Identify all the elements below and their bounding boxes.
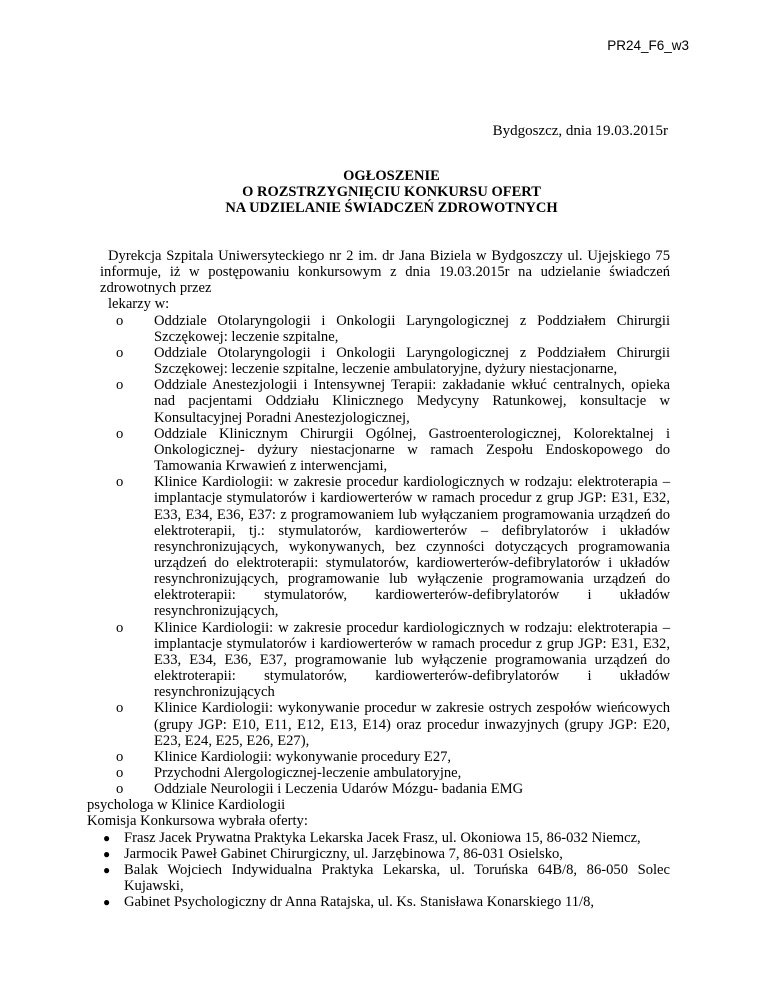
department-text: Przychodni Alergologicznej-leczenie ambulatoryjne, xyxy=(154,765,462,781)
department-text: Klinice Kardiologii: wykonywanie procedury E27, xyxy=(154,748,452,765)
list-item xyxy=(100,474,670,619)
intro-paragraph: Dyrekcja Szpitala Uniwersyteckiego nr 2 im. dr Jana Biziela w Bydgoszczy ul. Ujejskiego 75 informuje, iż w postępowaniu konkursowym z dnia 19.03.2015r na udzielanie świadczeń zdrowotnych przez xyxy=(100,248,670,297)
circle-bullet-icon: o xyxy=(116,474,124,491)
list-item xyxy=(100,846,670,862)
department-text: Oddziale Otolaryngologii i Onkologii Laryngologicznej z Poddziałem Chirurgii Szczękowej: leczenie szpitalne, leczenie ambulatoryjne, dyżury niestacjonarne, xyxy=(154,344,670,378)
department-text: Oddziale Neurologii i Leczenia Udarów Mózgu- badania EMG xyxy=(154,781,524,798)
announcement-title xyxy=(0,168,768,216)
departments-list xyxy=(100,313,670,798)
list-item xyxy=(100,781,670,797)
date-line: Bydgoszcz, dnia 19.03.2015r xyxy=(492,123,668,139)
title-line-2: O ROZSTRZYGNIĘCIU KONKURSU OFERT xyxy=(242,184,541,200)
list-item xyxy=(100,830,670,846)
list-item xyxy=(100,620,670,701)
dot-bullet-icon: ● xyxy=(103,830,111,845)
department-text: Oddziale Otolaryngologii i Onkologii Laryngologicznej z Poddziałem Chirurgii Szczękowej: leczenie szpitalne, xyxy=(154,312,670,345)
circle-bullet-icon: o xyxy=(116,781,124,798)
circle-bullet-icon: o xyxy=(116,700,124,717)
list-item xyxy=(100,426,670,474)
circle-bullet-icon: o xyxy=(116,377,124,394)
department-text: Klinice Kardiologii: w zakresie procedur kardiologicznych w rodzaju: elektroterapia – implantacje stymulatorów i kardiowerterów w ramach procedur z grup JGP: E31, E32, E33, E34, E36, E37: z programowaniem lub wyłączaniem programowania urządzeń do elektroterapii, tj.: stymulatorów, kardiowerterów – defibrylatorów i układów resynchronizujących, wykonywanych, bez czynności dotyczących programowania urządzeń do elektroterapii: stymulatorów, kardiowerterów-defibrylatorów i układów resynchronizujących, programowanie lub wyłączenie programowania urządzeń do elektroterapii: stymulatorów, kardiowerterów-defibrylatorów i układów resynchronizujących, xyxy=(154,474,670,620)
department-text: Oddziale Anestezjologii i Intensywnej Terapii: zakładanie wkłuć centralnych, opieka nad pacjentami Oddziału Klinicznego Medycyny Ratunkowej, konsultacje w Konsultacyjnej Poradni Anestezjologicznej, xyxy=(154,377,670,426)
list-item xyxy=(100,313,670,345)
offer-text: Gabinet Psychologiczny dr Anna Ratajska, ul. Ks. Stanisława Konarskiego 11/8, xyxy=(124,894,595,911)
announcement-body xyxy=(87,248,670,911)
department-text: Oddziale Klinicznym Chirurgii Ogólnej, Gastroenterologicznej, Kolorektalnej i Onkologicznej- dyżury niestacjonarne w ramach Zespołu Endoskopowego do Tamowania Krwawień z interwencjami, xyxy=(154,425,670,475)
list-item xyxy=(100,765,670,781)
doctors-label: lekarzy w: xyxy=(108,296,170,313)
circle-bullet-icon: o xyxy=(116,748,124,765)
commission-line: Komisja Konkursowa wybrała oferty: xyxy=(87,813,308,830)
offers-list xyxy=(100,830,670,911)
list-item xyxy=(100,345,670,377)
list-item xyxy=(100,862,670,894)
offer-text: Jarmocik Paweł Gabinet Chirurgiczny, ul. Jarzębinowa 7, 86-031 Osielsko, xyxy=(124,845,563,862)
dot-bullet-icon: ● xyxy=(103,862,111,877)
list-item xyxy=(100,377,670,425)
circle-bullet-icon: o xyxy=(116,344,124,361)
list-item xyxy=(100,749,670,765)
circle-bullet-icon: o xyxy=(116,425,124,442)
circle-bullet-icon: o xyxy=(116,619,124,636)
dot-bullet-icon: ● xyxy=(103,846,111,861)
circle-bullet-icon: o xyxy=(116,765,124,781)
circle-bullet-icon: o xyxy=(116,312,124,329)
offer-text: Frasz Jacek Prywatna Praktyka Lekarska Jacek Frasz, ul. Okoniowa 15, 86-032 Niemcz, xyxy=(124,829,641,846)
title-line-3: NA UDZIELANIE ŚWIADCZEŃ ZDROWOTNYCH xyxy=(225,200,558,216)
department-text: Klinice Kardiologii: w zakresie procedur kardiologicznych w rodzaju: elektroterapia – implantacje stymulatorów i kardiowerterów w ramach procedur z grup JGP: E31, E32, E33, E34, E36, E37, programowanie lub wyłączenie programowania urządzeń do elektroterapii: stymulatorów, kardiowerterów-defibrylatorów i układów resynchronizujących xyxy=(154,619,670,701)
document-code: PR24_F6_w3 xyxy=(607,38,689,53)
title-line-1: OGŁOSZENIE xyxy=(343,168,440,184)
psychologist-line: psychologa w Klinice Kardiologii xyxy=(87,797,286,814)
list-item xyxy=(100,700,670,748)
list-item xyxy=(100,894,670,910)
offer-text: Balak Wojciech Indywidualna Praktyka Lekarska, ul. Toruńska 64B/8, 86-050 Solec Kujawski, xyxy=(124,861,670,895)
department-text: Klinice Kardiologii: wykonywanie procedur w zakresie ostrych zespołów wieńcowych (grupy JGP: E10, E11, E12, E13, E14) oraz procedur inwazyjnych (grupy JGP: E20, E23, E24, E25, E26, E27), xyxy=(154,700,670,749)
dot-bullet-icon: ● xyxy=(103,895,111,910)
